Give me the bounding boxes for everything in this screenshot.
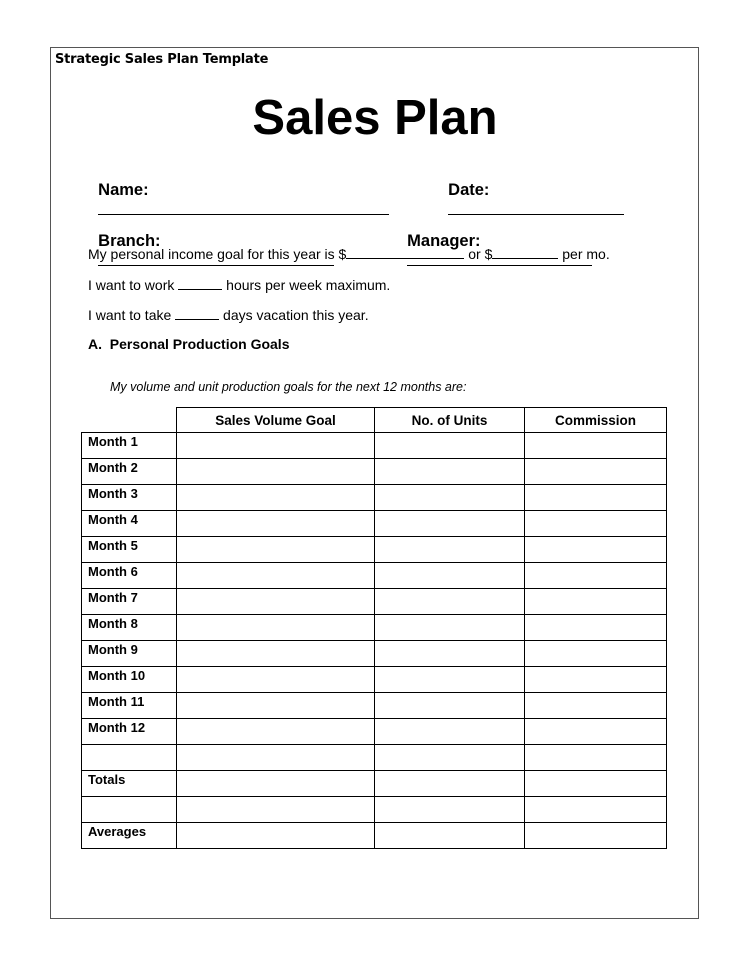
entry-cell[interactable] [525, 459, 667, 485]
entry-cell[interactable] [525, 537, 667, 563]
entry-cell[interactable] [177, 485, 375, 511]
branch-label: Branch: [98, 232, 161, 250]
entry-cell[interactable] [177, 615, 375, 641]
table-row [82, 615, 667, 641]
entry-cell[interactable] [375, 563, 525, 589]
entry-cell[interactable] [177, 823, 375, 849]
row-label: Month 5 [82, 537, 177, 563]
column-header: No. of Units [375, 408, 525, 433]
row-label: Month 6 [82, 563, 177, 589]
row-label: Totals [82, 771, 177, 797]
table-row [82, 745, 667, 771]
entry-cell[interactable] [525, 719, 667, 745]
income-month-blank[interactable] [492, 246, 558, 259]
branch-field [89, 213, 334, 271]
row-label: Averages [82, 823, 177, 849]
entry-cell[interactable] [525, 511, 667, 537]
vacation-text-2: days vacation this year. [219, 307, 369, 323]
template-title: Strategic Sales Plan Template [55, 52, 269, 67]
table-row [82, 693, 667, 719]
name-field [89, 162, 389, 220]
entry-cell[interactable] [375, 433, 525, 459]
column-header: Sales Volume Goal [177, 408, 375, 433]
entry-cell[interactable] [525, 485, 667, 511]
entry-cell[interactable] [375, 797, 525, 823]
entry-cell[interactable] [177, 771, 375, 797]
entry-cell[interactable] [375, 641, 525, 667]
entry-cell[interactable] [177, 667, 375, 693]
work-hours-blank[interactable] [178, 277, 222, 290]
entry-cell[interactable] [375, 693, 525, 719]
entry-cell[interactable] [525, 693, 667, 719]
work-text-2: hours per week maximum. [222, 277, 391, 293]
section-intro: My volume and unit production goals for the next 12 months are: [110, 380, 467, 394]
row-label [82, 797, 177, 823]
entry-cell[interactable] [525, 797, 667, 823]
row-label: Month 4 [82, 511, 177, 537]
row-label: Month 10 [82, 667, 177, 693]
entry-cell[interactable] [375, 485, 525, 511]
entry-cell[interactable] [525, 745, 667, 771]
table-row [82, 797, 667, 823]
table-row [82, 719, 667, 745]
manager-label: Manager: [407, 232, 481, 250]
income-year-blank[interactable] [346, 246, 464, 259]
entry-cell[interactable] [177, 797, 375, 823]
table-corner-cell [82, 408, 177, 433]
entry-cell[interactable] [177, 693, 375, 719]
entry-cell[interactable] [525, 823, 667, 849]
table-row [82, 511, 667, 537]
row-label [82, 745, 177, 771]
table-header-row [82, 408, 667, 433]
table-row [82, 823, 667, 849]
entry-cell[interactable] [375, 459, 525, 485]
entry-cell[interactable] [177, 563, 375, 589]
table-row [82, 771, 667, 797]
table-row [82, 589, 667, 615]
entry-cell[interactable] [525, 641, 667, 667]
entry-cell[interactable] [375, 719, 525, 745]
entry-cell[interactable] [375, 771, 525, 797]
table-row [82, 537, 667, 563]
row-label: Month 7 [82, 589, 177, 615]
row-label: Month 1 [82, 433, 177, 459]
table-row [82, 459, 667, 485]
column-header: Commission [525, 408, 667, 433]
entry-cell[interactable] [375, 537, 525, 563]
table-row [82, 667, 667, 693]
row-label: Month 9 [82, 641, 177, 667]
date-label: Date: [448, 181, 490, 199]
name-label: Name: [98, 181, 149, 199]
entry-cell[interactable] [177, 537, 375, 563]
income-text-1: My personal income goal for this year is $ [88, 246, 347, 262]
page-title: Sales Plan [252, 91, 498, 145]
entry-cell[interactable] [375, 823, 525, 849]
table-row [82, 641, 667, 667]
entry-cell[interactable] [177, 719, 375, 745]
section-heading: A. Personal Production Goals [88, 336, 290, 352]
entry-cell[interactable] [375, 615, 525, 641]
entry-cell[interactable] [177, 745, 375, 771]
row-label: Month 8 [82, 615, 177, 641]
manager-field [398, 213, 592, 271]
production-goals-table [81, 407, 667, 849]
vacation-days-blank[interactable] [175, 307, 219, 320]
entry-cell[interactable] [525, 563, 667, 589]
entry-cell[interactable] [375, 511, 525, 537]
entry-cell[interactable] [177, 511, 375, 537]
work-hours-line [88, 277, 390, 293]
table-row [82, 485, 667, 511]
work-text-1: I want to work [88, 277, 179, 293]
entry-cell[interactable] [177, 459, 375, 485]
row-label: Month 3 [82, 485, 177, 511]
entry-cell[interactable] [177, 641, 375, 667]
vacation-line [88, 307, 369, 323]
vacation-text-1: I want to take [88, 307, 176, 323]
entry-cell[interactable] [375, 745, 525, 771]
entry-cell[interactable] [177, 433, 375, 459]
entry-cell[interactable] [525, 771, 667, 797]
entry-cell[interactable] [525, 615, 667, 641]
row-label: Month 12 [82, 719, 177, 745]
entry-cell[interactable] [177, 589, 375, 615]
date-field [439, 162, 624, 220]
entry-cell[interactable] [525, 589, 667, 615]
entry-cell[interactable] [375, 667, 525, 693]
table-row [82, 433, 667, 459]
income-text-2: or $ [464, 246, 493, 262]
income-text-3: per mo. [558, 246, 610, 262]
table-row [82, 563, 667, 589]
entry-cell[interactable] [525, 667, 667, 693]
entry-cell[interactable] [525, 433, 667, 459]
row-label: Month 11 [82, 693, 177, 719]
income-goal-line [88, 246, 610, 262]
entry-cell[interactable] [375, 589, 525, 615]
row-label: Month 2 [82, 459, 177, 485]
